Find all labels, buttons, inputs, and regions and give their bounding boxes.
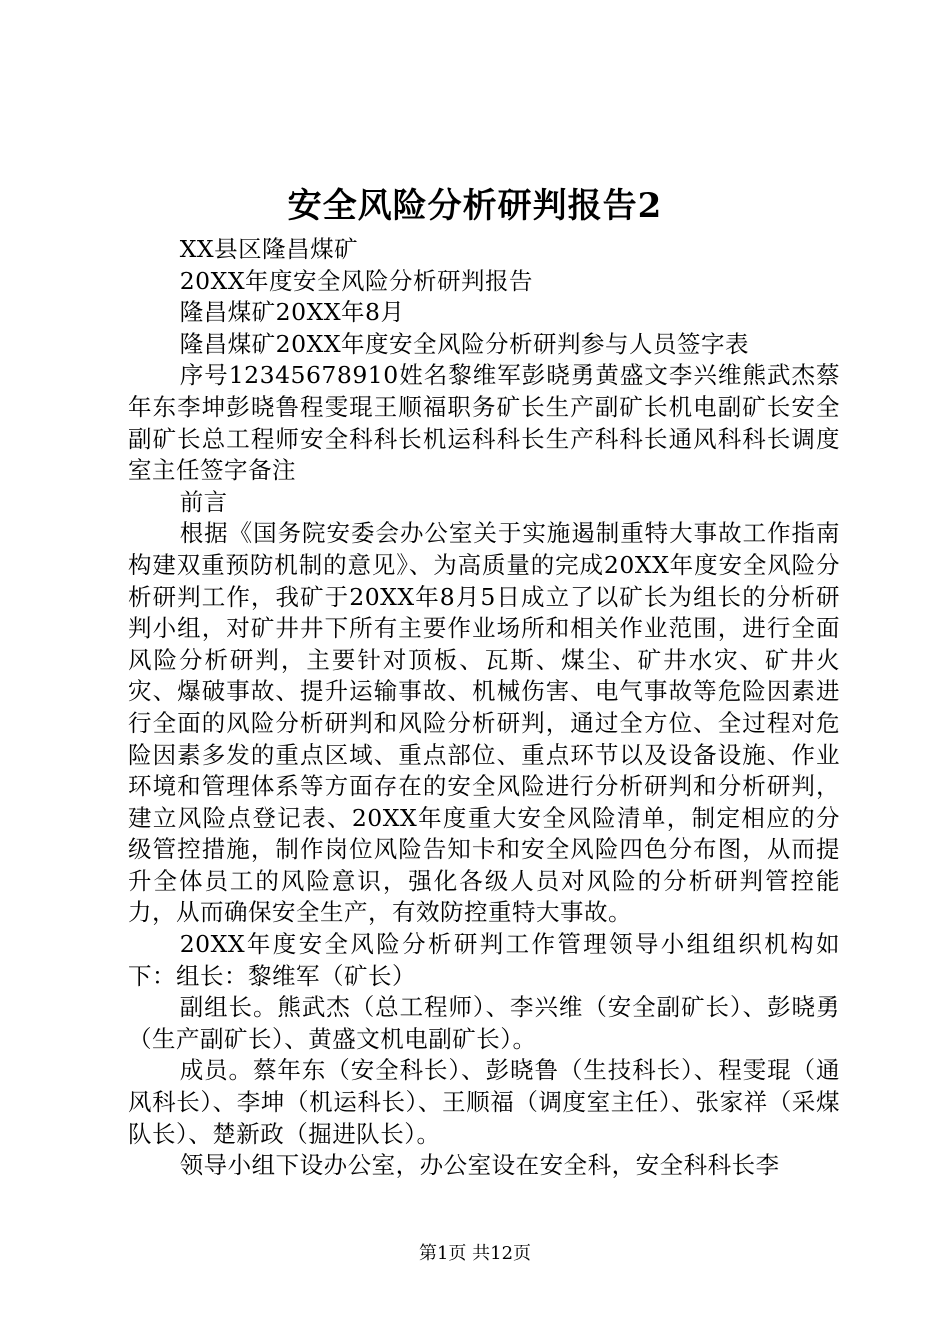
paragraph-signature-table-title: 隆昌煤矿20XX年度安全风险分析研判参与人员签字表 [179,329,750,358]
paragraph-preface-body: 根据《国务院安委会办公室关于实施遏制重特大事故工作指南构建双重预防机制的意见》、为高质量的完成20XX年度安全风险分析研判工作，我矿于20XX年8月5日成立了以矿长为组长的分析研判小组，对矿井井下所有主要作业场所和相关作业范围，进行全面风险分析研判，主要针对顶板、瓦斯、煤尘、矿井水灾、矿井火灾、爆破事故、提升运输事故、机械伤害、电气事故等危险因素进行全面的风险分析研判和风险分析研判，通过全方位、全过程对危险因素多发的重点区域、重点部位、重点环节以及设备设施、作业环境和管理体系等方面存在的安全风险进行分析研判和分析研判，建立风险点登记表、20XX年度重大安全风险清单，制定相应的分级管控措施，制作岗位风险告知卡和安全风险四色分布图，从而提升全体员工的风险意识，强化各级人员对风险的分析研判管控能力，从而确保安全生产，有效防控重特大事故。 [128,519,840,927]
paragraph-date: 隆昌煤矿20XX年8月 [179,298,405,327]
paragraph-deputy-leaders: 副组长。熊武杰（总工程师）、李兴维（安全副矿长）、彭晓勇（生产副矿长）、黄盛文机电副矿长）。 [128,993,840,1053]
paragraph-mine-name: XX县区隆昌煤矿 [179,235,359,263]
paragraph-members: 成员。蔡年东（安全科长）、彭晓鲁（生技科长）、程雯琨（通风科长）、李坤（机运科长）、王顺福（调度室主任）、张家祥（采煤队长）、楚新政（掘进队长）。 [128,1056,840,1148]
paragraph-leadership-group: 20XX年度安全风险分析研判工作管理领导小组组织机构如下：组长：黎维军（矿长） [128,930,840,990]
page-number-footer: 第1页 共12页 [418,1243,532,1264]
paragraph-signature-table: 序号12345678910姓名黎维军彭晓勇黄盛文李兴维熊武杰蔡年东李坤彭晓鲁程雯琨王顺福职务矿长生产副矿长机电副矿长安全副矿长总工程师安全科科长机运科科长生产科科长通风科科长调度室主任签字备注 [128,361,840,485]
paragraph-office: 领导小组下设办公室，办公室设在安全科，安全科科长李 [179,1151,780,1180]
paragraph-report-title: 20XX年度安全风险分析研判报告 [179,266,534,295]
document-title: 安全风险分析研判报告2 [287,186,663,226]
paragraph-preface-heading: 前言 [179,487,228,516]
document-body [128,234,840,1182]
